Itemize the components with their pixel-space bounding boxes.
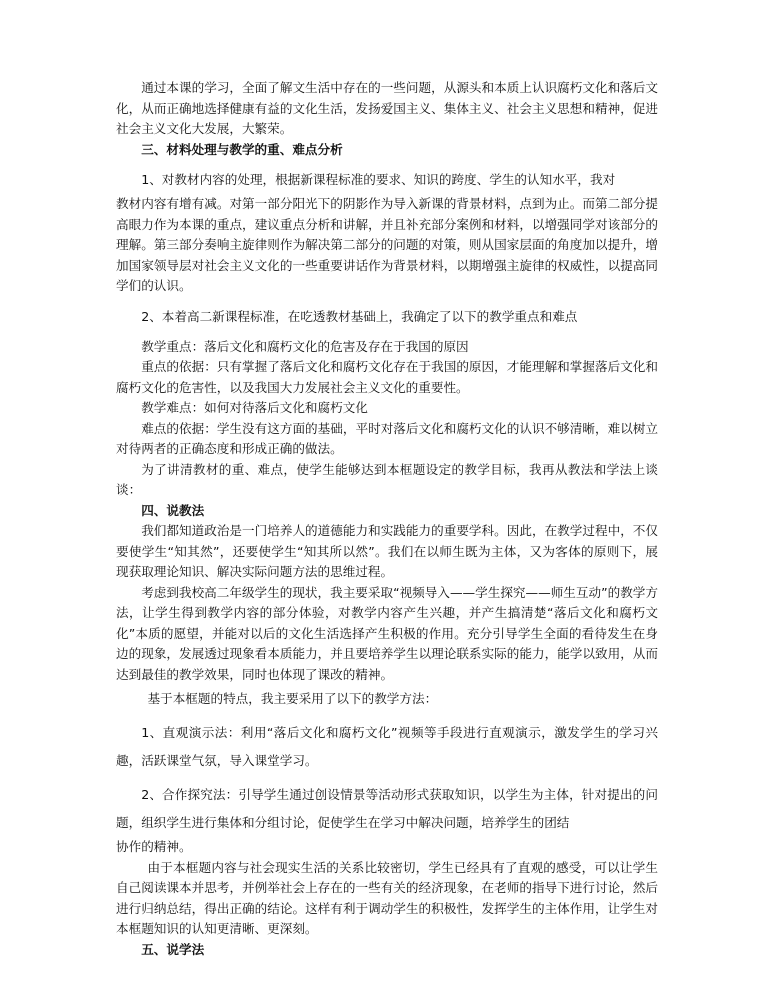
- paragraph-key-points-intro: 2、本着高二新课程标准，在吃透教材基础上，我确定了以下的教学重点和难点: [141, 308, 578, 324]
- paragraph-key-point: 教学重点：落后文化和腐朽文化的危害及存在于我国的原因: [141, 338, 469, 354]
- paragraph-method-cooperative-end: 协作的精神。: [116, 839, 192, 854]
- paragraph-difficult-point-basis: 难点的依据：学生没有这方面的基础，平时对落后文化和腐朽文化的认识不够清晰，难以树立对待两者的正确态度和形成正确的做法。: [116, 420, 658, 456]
- paragraph-difficult-point: 教学难点：如何对待落后文化和腐朽文化: [141, 400, 368, 415]
- paragraph-transition: 为了讲清教材的重、难点，使学生能够达到本框题设定的教学目标，我再从教法和学法上谈谈：: [116, 461, 658, 497]
- paragraph-method-cooperative: 2、合作探究法：引导学生通过创设情景等活动形式获取知识，以学生为主体，针对提出的问题，组织学生进行集体和分组讨论，促使学生在学习中解决问题，培养学生的团结: [116, 787, 658, 830]
- intro-paragraph: 通过本课的学习，全面了解文生活中存在的一些问题，从源头和本质上认识腐朽文化和落后文化，从而正确地选择健康有益的文化生活，发扬爱国主义、集体主义、社会主义思想和精神，促进社会主义文化大发展，大繁荣。: [116, 80, 658, 136]
- paragraph-methods-intro: 基于本框题的特点，我主要采用了以下的教学方法：: [147, 691, 438, 706]
- paragraph-teaching-methods-2: 考虑到我校高二年级学生的现状，我主要采取“视频导入——学生探究——师生互动”的教学方法，让学生得到教学内容的部分体验，对教学内容产生兴趣，并产生搞清楚“落后文化和腐朽文化”本质的愿望，并能对以后的文化生活选择产生积极的作用。充分引导学生全面的看待发生在身边的现象，发展透过现象看本质能力，并且要培养学生以理论联系实际的能力，能学以致用，从而达到最佳的教学效果，同时也体现了课改的精神。: [116, 584, 658, 682]
- section-heading-4: 四、说教法: [141, 502, 205, 518]
- paragraph-method-demonstration: 1、直观演示法：利用“落后文化和腐朽文化”视频等手段进行直观演示，激发学生的学习兴趣，活跃课堂气氛，导入课堂学习。: [116, 725, 658, 768]
- paragraph-material-handling-1: 1、对教材内容的处理，根据新课程标准的要求、知识的跨度、学生的认知水平，我对: [141, 172, 616, 187]
- paragraph-teaching-methods-1: 我们都知道政治是一门培养人的道德能力和实践能力的重要学科。因此，在教学过程中，不仅要使学生“知其然”，还要使学生“知其所以然”。我们在以师生既为主体，又为客体的原则下，展现获取理论知识、解决实际问题方法的思维过程。: [116, 523, 658, 579]
- section-heading-5: 五、说学法: [141, 941, 205, 957]
- paragraph-material-handling-2: 教材内容有增有减。对第一部分阳光下的阴影作为导入新课的背景材料，点到为止。而第二部分提高眼力作为本课的重点，建议重点分析和讲解，并且补充部分案例和材料，以增强同学对该部分的理解。第三部分奏响主旋律则作为解决第二部分的问题的对策，则从国家层面的角度加以提升，增加国家领导层对社会主义文化的一些重要讲话作为背景材料，以期增强主旋律的权威性，以提高同学们的认识。: [116, 196, 658, 293]
- paragraph-key-point-basis: 重点的依据：只有掌握了落后文化和腐朽文化存在于我国的原因，才能理解和掌握落后文化和腐朽文化的危害性，以及我国大力发展社会主义文化的重要性。: [116, 359, 658, 395]
- paragraph-reading-method: 由于本框题内容与社会现实生活的关系比较密切，学生已经具有了直观的感受，可以让学生自己阅读课本并思考，并例举社会上存在的一些有关的经济现象，在老师的指导下进行讨论，然后进行归纳总结，得出正确的结论。这样有利于调动学生的积极性，发挥学生的主体作用，让学生对本框题知识的认知更清晰、更深刻。: [116, 859, 658, 936]
- section-heading-3: 三、材料处理与教学的重、难点分析: [141, 141, 343, 157]
